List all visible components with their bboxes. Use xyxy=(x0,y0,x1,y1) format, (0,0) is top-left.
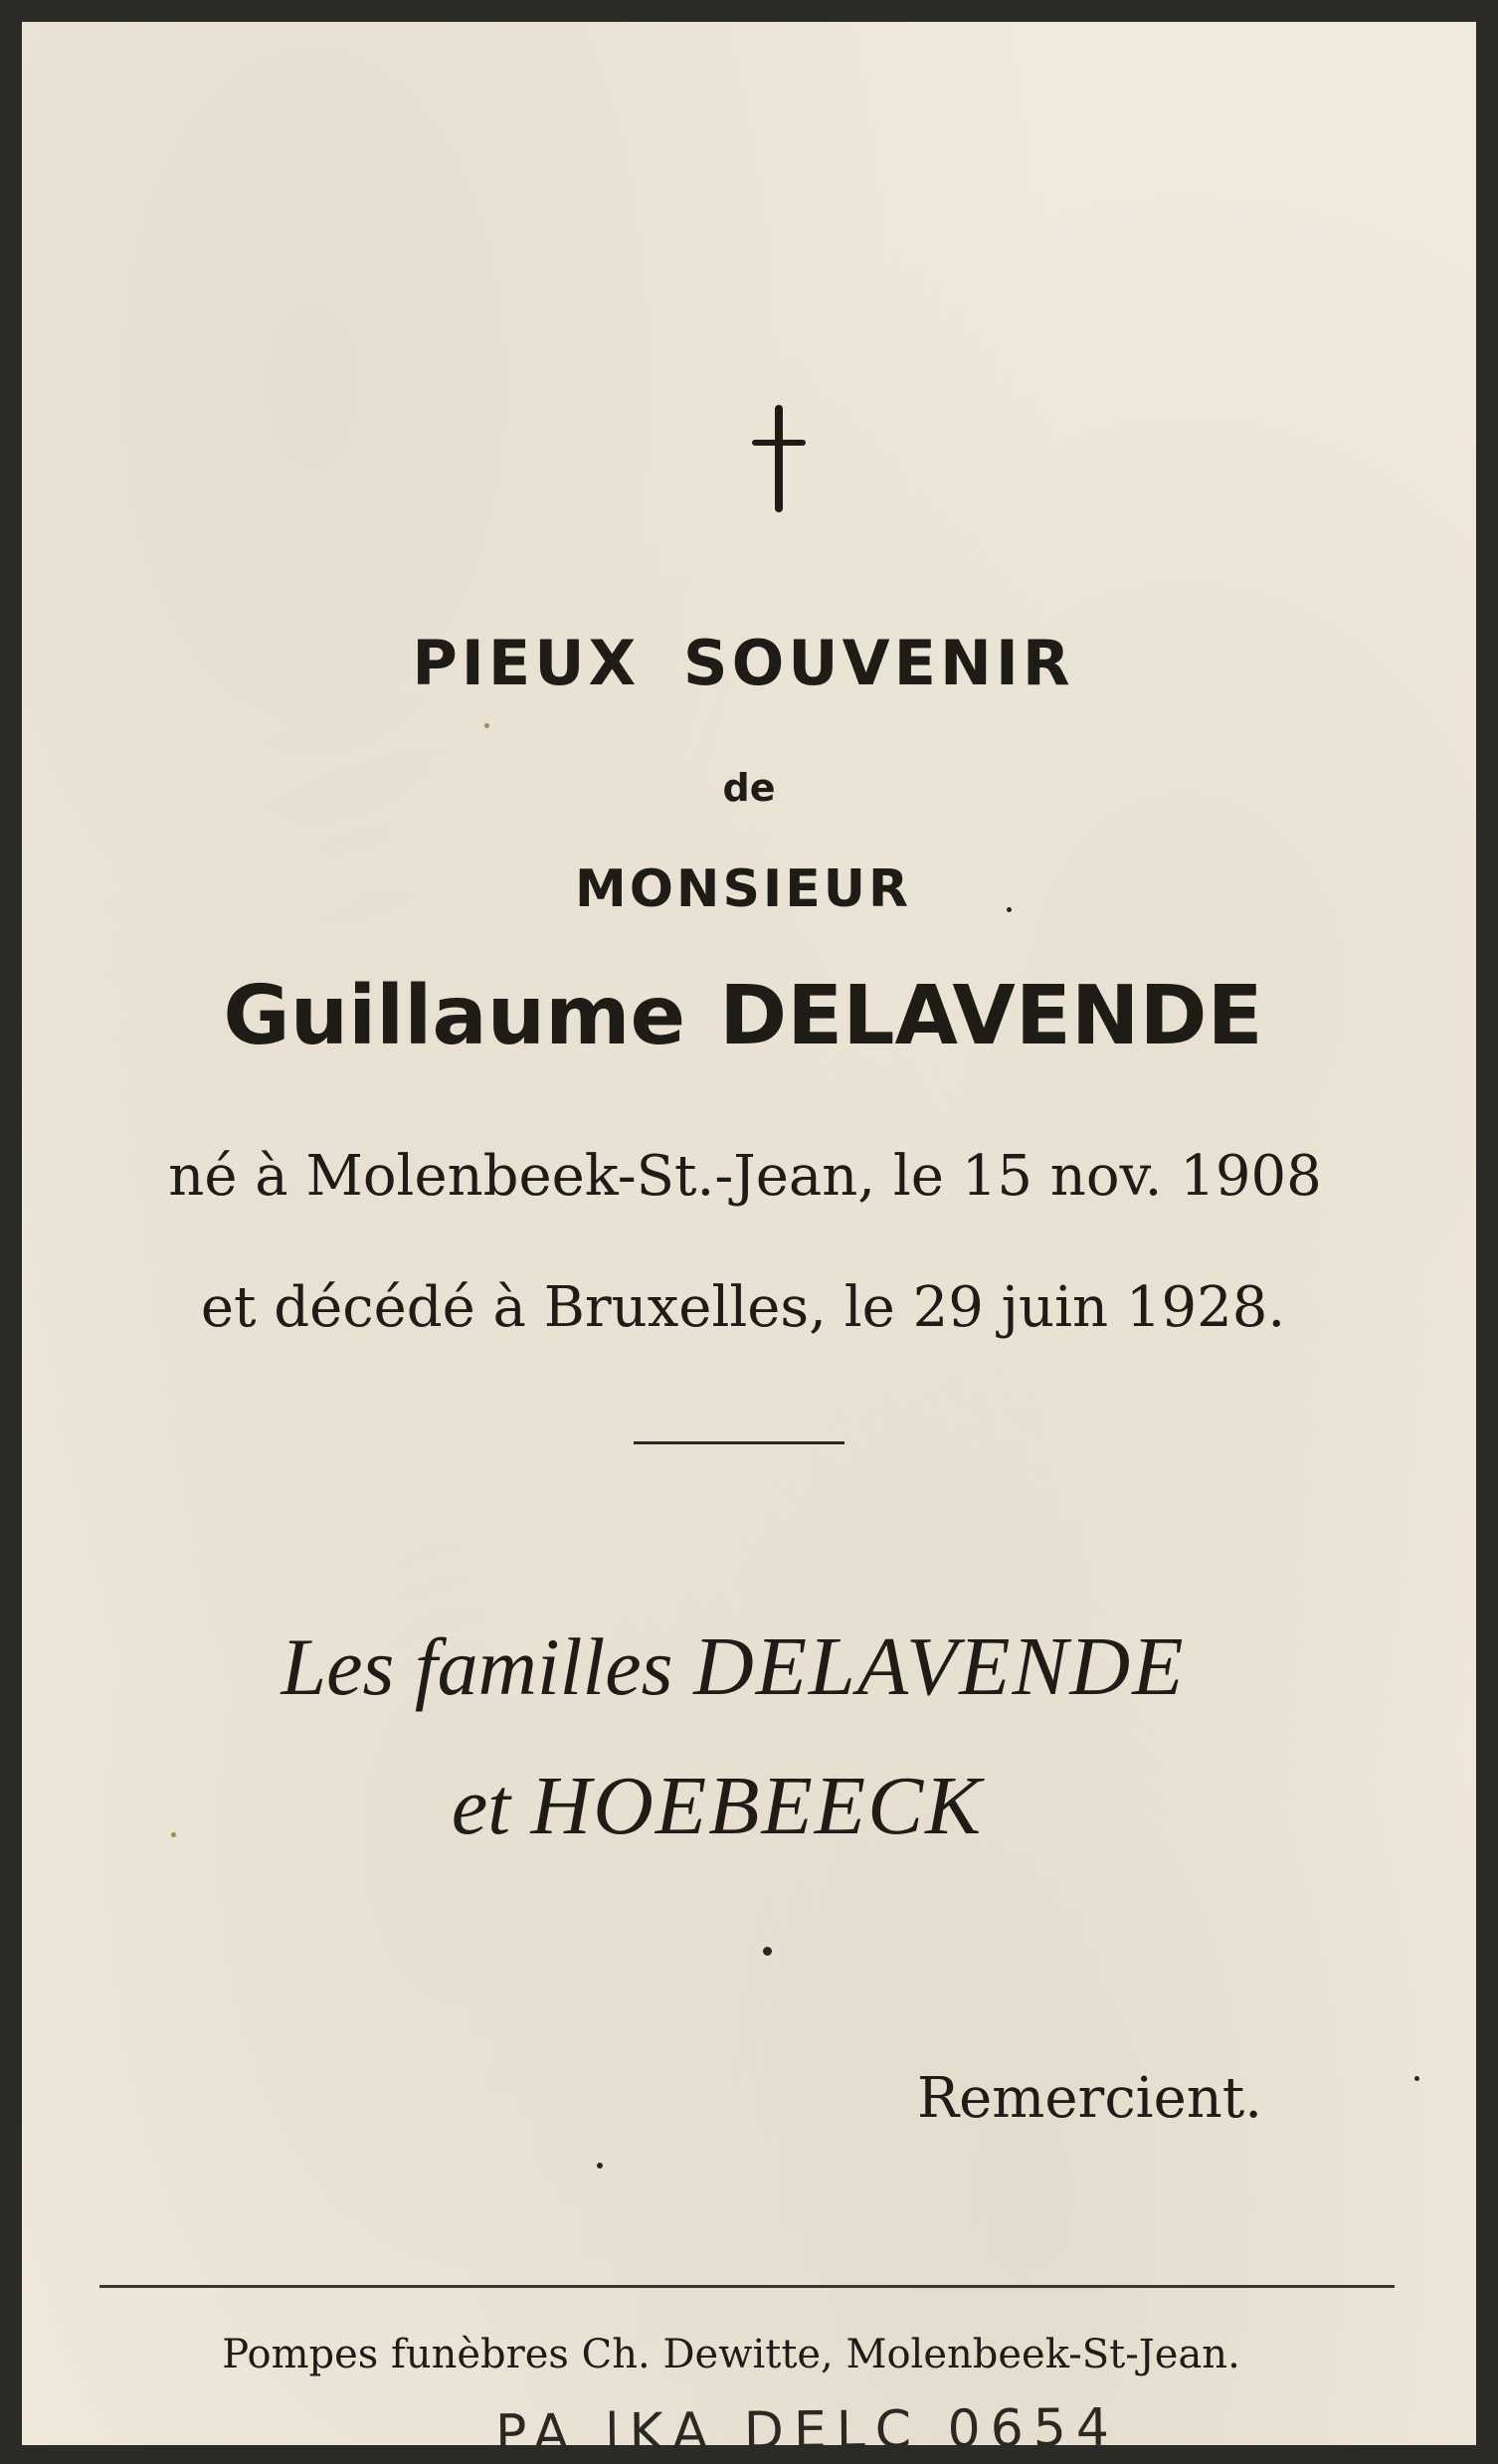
families-line-1 xyxy=(6,1618,1460,1715)
footer-divider xyxy=(99,2285,1395,2288)
first-name: Guillaume xyxy=(223,969,686,1063)
death-line: et décédé à Bruxelles, le 29 juin 1928. xyxy=(200,1275,1286,1340)
families-conjunction: et xyxy=(451,1761,511,1851)
speck xyxy=(597,2163,603,2169)
families-line-2 xyxy=(0,1758,1444,1854)
families-prefix: Les familles xyxy=(281,1621,673,1712)
birth-line: né à Molenbeek-St.-Jean, le 15 nov. 1908 xyxy=(168,1144,1322,1209)
surname: DELAVENDE xyxy=(719,969,1263,1063)
deceased-name xyxy=(16,969,1470,1063)
preposition-de: de xyxy=(722,766,776,810)
honorific: MONSIEUR xyxy=(574,859,912,919)
cross-icon xyxy=(749,405,809,514)
speck xyxy=(763,1947,772,1956)
handwritten-archive-code: PA lKA DELC 0654 xyxy=(494,2397,1120,2464)
family-name-delavende: DELAVENDE xyxy=(693,1620,1186,1713)
heading: PIEUX SOUVENIR xyxy=(412,627,1074,699)
printer-credit: Pompes funèbres Ch. Dewitte, Molenbeek-St-Jean. xyxy=(222,2332,1240,2377)
speck xyxy=(1007,907,1012,912)
closing-text: Remercient. xyxy=(917,2066,1263,2131)
divider xyxy=(634,1441,844,1444)
speck xyxy=(171,1832,176,1837)
memorial-card xyxy=(22,22,1476,2464)
family-name-hoebeeck: HOEBEECK xyxy=(530,1760,984,1852)
speck xyxy=(484,723,489,728)
speck xyxy=(1414,2076,1419,2081)
